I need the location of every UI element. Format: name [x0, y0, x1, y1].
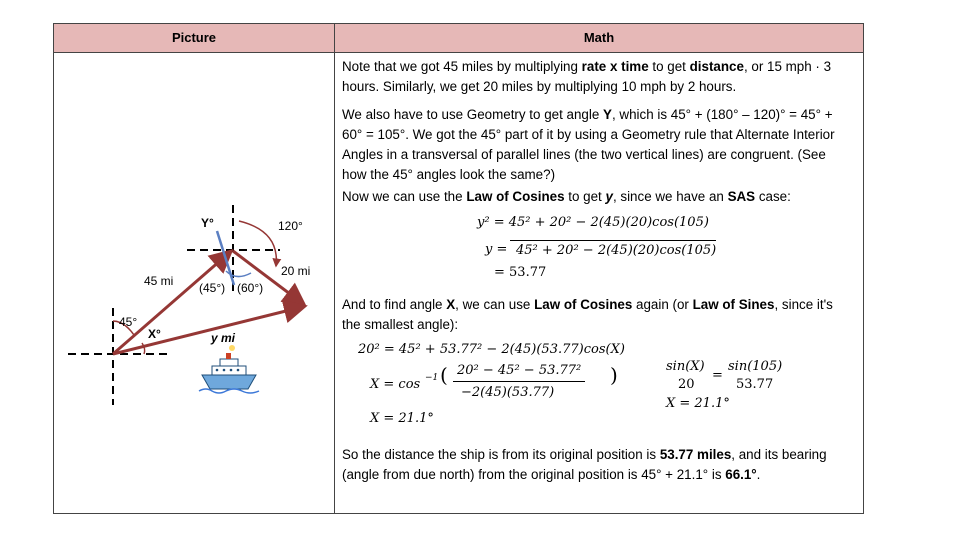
equation-y-result: = 53.77 — [494, 265, 547, 280]
equation-x-lhs: X = cos — [370, 377, 421, 392]
sines-equals: = — [712, 368, 723, 383]
sines-result: X = 21.1° — [666, 396, 730, 411]
label-y-angle: Y° — [201, 216, 214, 230]
sines-numerator-2: sin(105) — [728, 359, 783, 374]
table-header — [54, 24, 863, 53]
equation-x-denominator: −2(45)(53.77) — [461, 385, 555, 400]
label-45: 45° — [119, 315, 138, 329]
equation-x-result: X = 21.1° — [370, 411, 434, 426]
equation-y-lhs: y = — [485, 242, 508, 257]
equation-law-of-cosines: y² = 45² + 20² − 2(45)(20)cos(105) — [477, 215, 709, 230]
label-45mi: 45 mi — [144, 274, 174, 288]
header-math: Math — [583, 30, 615, 45]
left-paren: ( — [440, 363, 448, 387]
content-table — [53, 23, 864, 514]
paragraph-5: So the distance the ship is from its original position is 53.77 miles, and its bearing (angle from due north) from the original position is 45° + 21.1° is 66.1°. — [342, 447, 827, 482]
equation-cos-x: 20² = 45² + 53.77² − 2(45)(53.77)cos(X) — [358, 342, 625, 357]
vector-diagram — [54, 53, 334, 513]
label-60-inner: (60°) — [237, 281, 264, 295]
label-ymi: y mi — [211, 331, 236, 345]
header-picture: Picture — [171, 30, 217, 45]
paragraph-1: Note that we got 45 miles by multiplying rate x time to get distance, or 15 mph · 3 hours. Similarly, we get 20 miles by multiplying 10 mph by 2 hours. — [342, 59, 832, 94]
paragraph-2: We also have to use Geometry to get angle Y, which is 45° + (180° – 120)° = 45° + 60° = 105°. We got the 45° part of it by using a Geometry rule that Alternate Interior Angles in a transversal of parallel lines (the two vertical lines) are congruent. (See how the 45° angles look the same?) — [342, 107, 835, 182]
paragraph-4: And to find angle X, we can use Law of Cosines again (or Law of Sines, since it's the smallest angle): — [342, 297, 833, 332]
sines-numerator-1: sin(X) — [666, 359, 705, 374]
equation-y-radicand: 45² + 20² − 2(45)(20)cos(105) — [510, 240, 716, 261]
cruise-ship-icon — [199, 345, 259, 393]
paragraph-3: Now we can use the Law of Cosines to get y, since we have an SAS case: — [342, 189, 791, 204]
picture-cell — [54, 53, 334, 513]
label-x: X° — [148, 327, 161, 341]
equation-x-exp: −1 — [425, 373, 439, 383]
equation-x-numerator: 20² − 45² − 53.77² — [453, 361, 585, 382]
sines-denominator-1: 20 — [678, 377, 695, 392]
label-20mi: 20 mi — [281, 264, 311, 278]
arc-x — [142, 343, 145, 354]
label-120: 120° — [278, 219, 303, 233]
label-45-inner: (45°) — [199, 281, 226, 295]
y-angle-pointer — [217, 231, 234, 285]
right-paren: ) — [610, 363, 618, 387]
sines-denominator-2: 53.77 — [736, 377, 774, 392]
column-divider — [334, 24, 335, 513]
